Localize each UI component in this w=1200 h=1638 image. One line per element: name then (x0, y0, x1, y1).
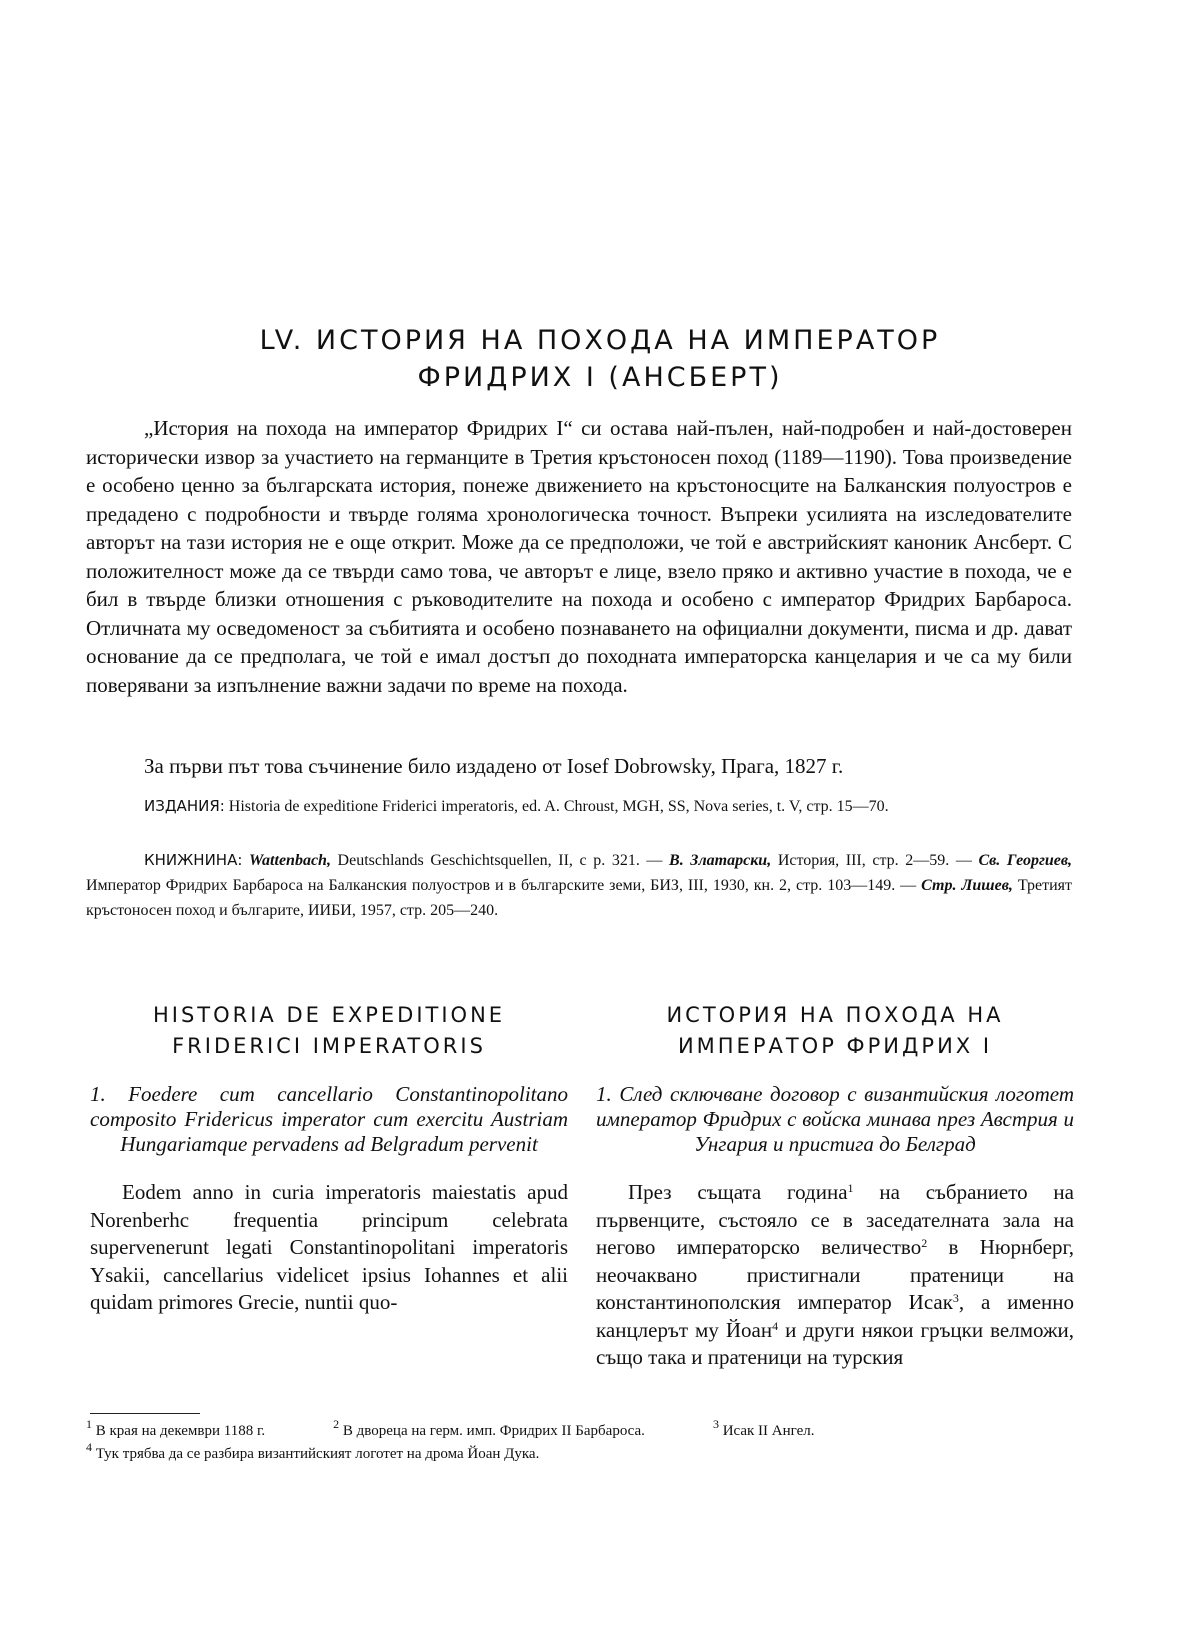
bulgarian-body-part1: През същата година (628, 1180, 848, 1204)
literature-note (86, 848, 1072, 923)
footnotes-line2 (86, 1440, 1076, 1466)
latin-title-line2: FRIDERICI IMPERATORIS (172, 1034, 486, 1058)
footnote-2 (333, 1417, 679, 1439)
latin-body: Eodem anno in curia imperatoris maiestatis apud Norenberhc frequentia principum celebrata supervenerunt legati Constantinopolitani imperatoris Ysakii, cancellarius videlicet ipsius Iohannes et alii quidam primores Grecie, nuntii quo- (90, 1180, 568, 1314)
footnote-1-number: 1 (86, 1417, 92, 1431)
bulgarian-body (596, 1179, 1074, 1372)
footnote-2-text: В двореца на герм. имп. Фридрих II Барбароса. (339, 1423, 645, 1439)
bulgarian-title-line1: ИСТОРИЯ НА ПОХОДА НА (666, 1003, 1004, 1027)
footnote-3-number: 3 (712, 1417, 719, 1431)
intro-paragraph: „История на похода на император Фридрих I“ си остава най-пълен, най-подробен и най-достоверен исторически извор за участието на германците в Третия кръстоносен поход (1189—1190). Това произведение е особено ценно за българската история, понеже движението на кръстоносците на Балканския полуостров е предадено с подробности и твърде голяма хронологическа точност. Въпреки усилията на изследователите авторът на тази история не е още открит. Може да се предположи, че той е австрийският каноник Ансберт. С положителност може да се твърди само това, че авторът е лице, взело пряко и активно участие в похода, че е бил в твърде близки отношения с ръководителите на похода и особено с император Фридрих Барбароса. Отличната му осведоменост за събитията и особено познаването на официални документи, писма и др. дават основание да се предполага, че той е имал достъп до походната императорска канцелария и че са му били поверявани за изпълнение важни задачи по време на похода. (86, 416, 1072, 697)
footnote-ref-2[interactable]: 2 (921, 1236, 928, 1250)
footnote-2-number: 2 (333, 1417, 340, 1431)
bulgarian-body-part5: и други някои гръцки велможи, също така и пратеници на турския (596, 1317, 1074, 1369)
footnote-3 (712, 1417, 849, 1439)
chapter-title-line2: ФРИДРИХ I (АНСБЕРТ) (417, 362, 783, 393)
bulgarian-body-part2: на събранието на първенците, състояло се в заседателната зала на негово императорско величество (596, 1180, 1074, 1259)
intro-first-edition: За първи път това съчинение било издадено от Iosef Dobrowsky, Прага, 1827 г. (144, 754, 844, 778)
footnote-ref-1[interactable]: 1 (847, 1181, 854, 1195)
footnotes-line1 (86, 1417, 1076, 1443)
footnote-4-text: Тук трябва да се разбира византийският логотет на дрома Йоан Дука. (92, 1446, 540, 1462)
bulgarian-title-line2: ИМПЕРАТОР ФРИДРИХ I (677, 1034, 993, 1058)
literature-author-4: Стр. Лишев, (921, 877, 1013, 894)
editions-label: ИЗДАНИЯ: (144, 797, 225, 815)
literature-text-4: Третият кръстоносен поход и българите, ИИБИ, 1957, стр. 205—240. (86, 877, 1073, 919)
footnote-1 (86, 1417, 299, 1439)
latin-title-line1: HISTORIA DE EXPEDITIONE (152, 1003, 506, 1027)
literature-author-3: Св. Георгиев, (978, 852, 1073, 869)
editions-note (86, 794, 1072, 819)
footnote-1-text: В края на декември 1188 г. (92, 1423, 266, 1439)
footnote-divider (90, 1413, 200, 1414)
footnote-ref-3[interactable]: 3 (952, 1291, 959, 1305)
literature-label: КНИЖНИНА: (144, 851, 243, 869)
bulgarian-body-part4: , а именно канцлерът му Йоан (596, 1290, 1074, 1342)
literature-text-2: История, III, стр. 2—59. — (771, 852, 979, 869)
bulgarian-section-heading: 1. След сключване договор с византийския логотет император Фридрих с войска минава през Австрия и Унгария и пристига до Белград (596, 1082, 1074, 1156)
literature-text-1: Deutschlands Geschichtsquellen, II, с р. 321. — (330, 852, 670, 869)
chapter-title-line1: LV. ИСТОРИЯ НА ПОХОДА НА ИМПЕРАТОР (259, 325, 941, 356)
footnote-4-number: 4 (86, 1440, 92, 1454)
bulgarian-body-part3: в Нюрнберг, неочаквано пристигнали пратеници на константинополския император Исак (596, 1235, 1075, 1314)
editions-text: Historia de expeditione Friderici imperatoris, ed. A. Chroust, MGH, SS, Nova series, t. V, стр. 15—70. (224, 798, 889, 815)
bulgarian-column (596, 1000, 1074, 1372)
footnote-3-text: Исак II Ангел. (718, 1423, 815, 1439)
latin-column (90, 1000, 568, 1317)
literature-author-2: В. Златарски, (669, 852, 772, 869)
footnote-ref-4[interactable]: 4 (772, 1318, 779, 1333)
literature-author-1: Wattenbach, (249, 852, 331, 869)
latin-section-heading: 1. Foedere cum cancellario Constantinopolitano composito Fridericus imperator cum exercitu Austriam Hungariamque pervadens ad Belgradum pervenit (90, 1082, 568, 1156)
literature-text-3: Император Фридрих Барбароса на Балканския полуостров и в българските земи, БИЗ, III, 1930, кн. 2, стр. 103—149. — (86, 877, 922, 894)
